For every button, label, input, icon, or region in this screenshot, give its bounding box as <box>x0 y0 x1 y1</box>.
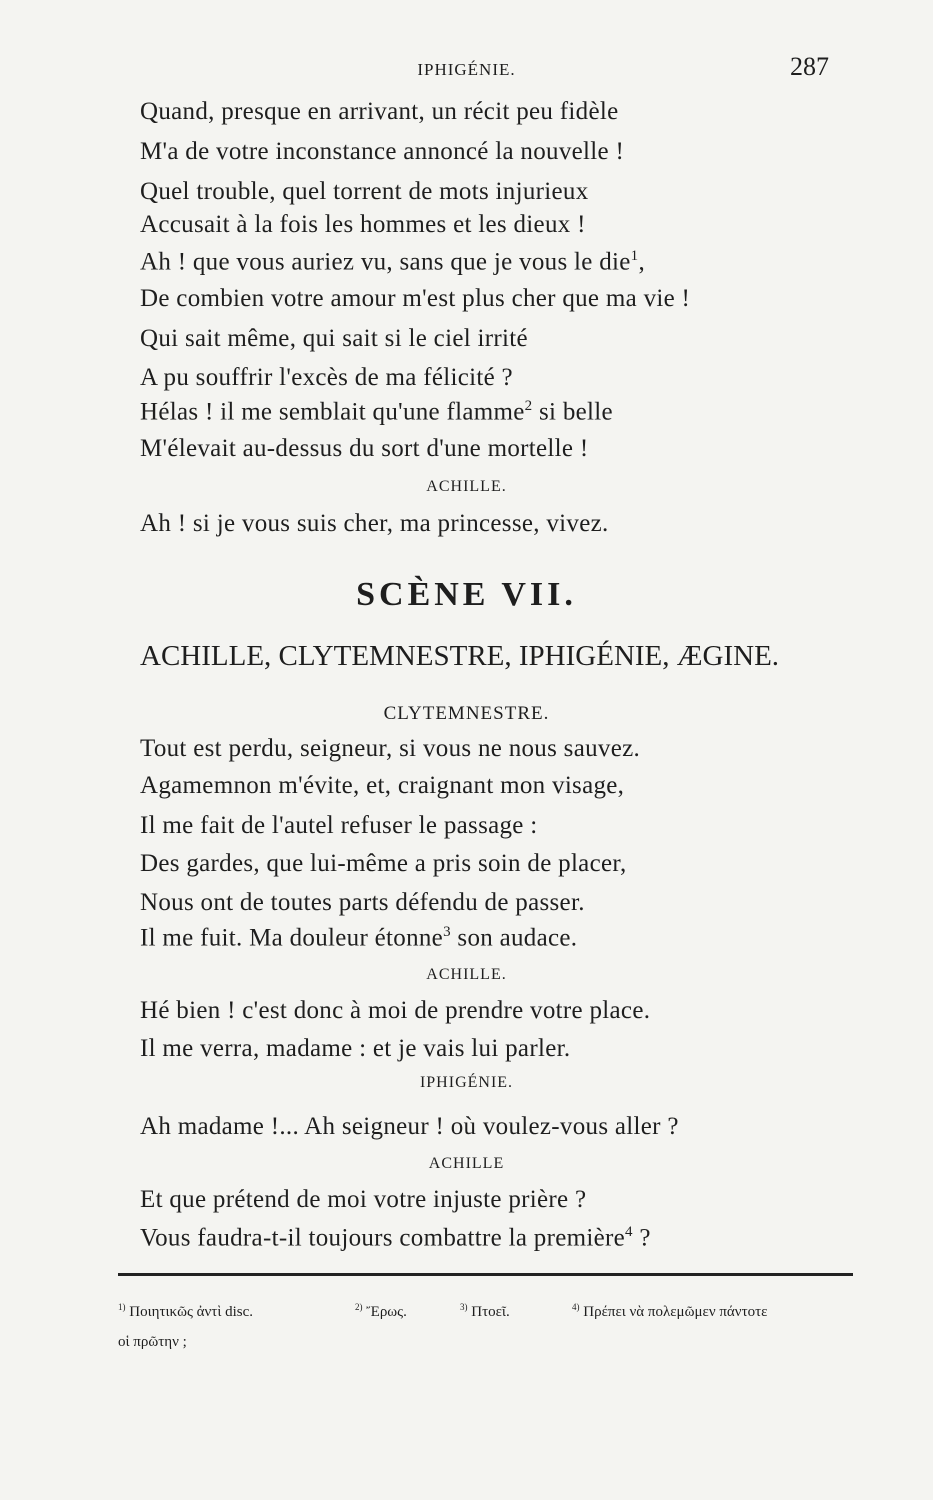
speaker-name: IPHIGÉNIE. <box>419 1074 514 1091</box>
verse-line: Il me fait de l'autel refuser le passage : <box>140 812 538 839</box>
speaker-name: ACHILLE. <box>426 966 507 983</box>
verse-line: Accusait à la fois les hommes et les dieux ! <box>140 211 586 238</box>
speaker-name: ACHILLE <box>428 1155 505 1172</box>
verse-line: Hélas ! il me semblait qu'une flamme$^2$ si belle <box>140 398 613 426</box>
footnote-ref: 1 <box>630 248 639 264</box>
verse-line: Des gardes, que lui-même a pris soin de placer, <box>140 850 627 877</box>
scene-title: SCÈNE VII. <box>356 576 577 613</box>
verse-line: Qui sait même, qui sait si le ciel irrité <box>140 325 528 352</box>
verse-line: Et que prétend de moi votre injuste prière ? <box>140 1186 587 1213</box>
footnote-ref: 4 <box>625 1224 633 1240</box>
footnote: $^{1)}$ Ποιητικῶς ἀντὶ disc. <box>118 1302 254 1320</box>
verse-line: Ah ! que vous auriez vu, sans que je vous le die$^1$, <box>140 248 646 276</box>
verse-line: Ah ! si je vous suis cher, ma princesse, vivez. <box>140 510 609 537</box>
verse-line: Il me verra, madame : et je vais lui parler. <box>140 1035 571 1062</box>
footnote-ref: 3 <box>443 924 451 940</box>
footnote-divider <box>118 1273 853 1276</box>
speaker-name: CLYTEMNESTRE. <box>383 703 550 724</box>
verse-line: Vous faudra-t-il toujours combattre la première$^4$ ? <box>140 1224 651 1252</box>
verse-line: A pu souffrir l'excès de ma félicité ? <box>140 364 513 391</box>
scene-characters: ACHILLE, CLYTEMNESTRE, IPHIGÉNIE, ÆGINE. <box>140 640 780 672</box>
verse-line: Hé bien ! c'est donc à moi de prendre votre place. <box>140 997 651 1024</box>
verse-line: Quel trouble, quel torrent de mots injurieux <box>140 178 589 205</box>
verse-line: M'élevait au-dessus du sort d'une mortelle ! <box>140 435 589 462</box>
footnote: οἱ πρῶτην ; <box>118 1334 187 1350</box>
speaker-name: ACHILLE. <box>426 478 507 495</box>
verse-line: Quand, presque en arrivant, un récit peu fidèle <box>140 98 619 125</box>
verse-line: M'a de votre inconstance annoncé la nouvelle ! <box>140 138 625 165</box>
verse-line: Ah madame !... Ah seigneur ! où voulez-vous aller ? <box>140 1113 679 1140</box>
footnote: $^{4)}$ Πρέπει νὰ πολεμῶμεν πάντοτε <box>572 1302 768 1320</box>
footnote: $^{3)}$ Πτοεῖ. <box>460 1302 510 1320</box>
verse-line: Agamemnon m'évite, et, craignant mon visage, <box>140 772 625 799</box>
footnote: $^{2)}$ Ἔρως. <box>355 1302 407 1320</box>
footnote-ref: 2 <box>524 398 533 414</box>
verse-line: De combien votre amour m'est plus cher que ma vie ! <box>140 285 691 312</box>
verse-line: Nous ont de toutes parts défendu de passer. <box>140 889 585 916</box>
page-number: 287 <box>790 52 829 81</box>
running-title: IPHIGÉNIE. <box>417 60 516 79</box>
verse-line: Tout est perdu, seigneur, si vous ne nous sauvez. <box>140 735 641 762</box>
verse-line: Il me fuit. Ma douleur étonne$^3$ son audace. <box>140 924 578 952</box>
